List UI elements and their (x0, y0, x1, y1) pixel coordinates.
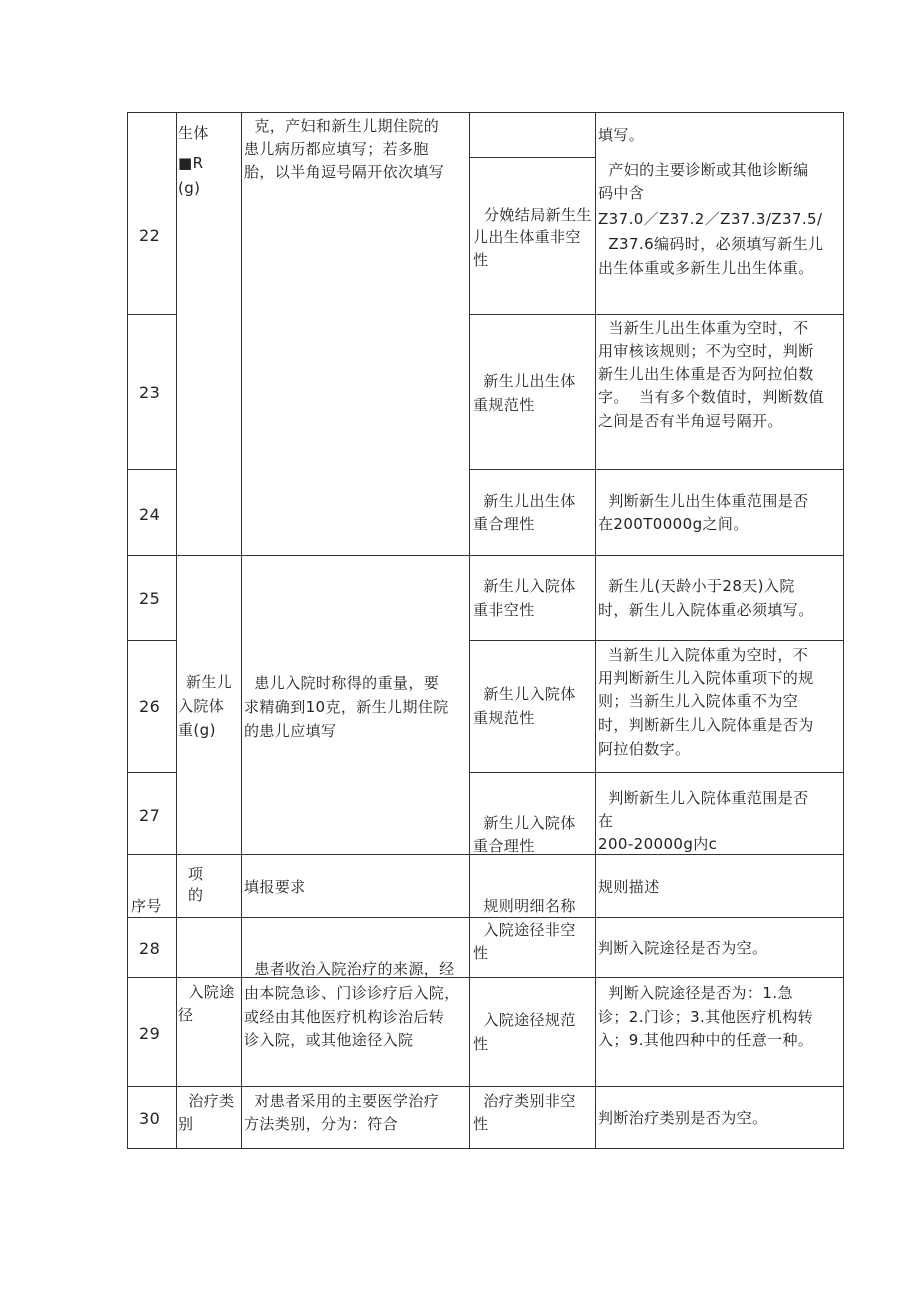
row-divider (469, 469, 843, 470)
rule-desc-line: 入；9.其他四种中的任意一种。 (598, 1031, 814, 1049)
rule-name-line: 新生儿入院体 (473, 577, 576, 595)
rule-desc-line: 用审核该规则；不为空时，判断 (598, 342, 814, 360)
rule-desc-line: 之间是否有半角逗号隔开。 (598, 412, 783, 430)
rule-name-line: 治疗类别非空 (473, 1092, 576, 1110)
item-name-line: 新生儿 (186, 673, 233, 691)
row-number: 30 (139, 1109, 161, 1128)
row-divider (128, 314, 176, 315)
row-divider (469, 314, 843, 315)
row-divider (128, 555, 843, 556)
row-divider (128, 1086, 843, 1087)
row-number: 24 (139, 505, 161, 524)
header-requirement: 填报要求 (244, 878, 306, 896)
requirement-line: 求精确到10克，新生儿期住院 (244, 698, 449, 716)
row-divider (469, 977, 843, 978)
header-item-line: 项 (188, 865, 204, 883)
row-divider (128, 977, 176, 978)
item-name-line: (g) (178, 179, 201, 197)
row-number: 23 (139, 383, 161, 402)
rule-name-line: 性 (473, 251, 489, 269)
rule-desc-line: 在200T0000g之间。 (598, 515, 749, 533)
rule-name-line: 儿出生体重非空 (473, 228, 581, 246)
row-divider (128, 772, 176, 773)
col-divider (241, 113, 242, 1148)
header-number: 序号 (131, 897, 162, 915)
rule-desc-line: 字。 当有多个数值时，判断数值 (598, 388, 824, 406)
requirement-line: 患儿病历都应填写；若多胞 (244, 140, 429, 158)
rule-name-line: 性 (473, 1115, 489, 1133)
rule-desc-line: Z37.0／Z37.2／Z37.3/Z37.5/ (598, 210, 823, 228)
row-number: 25 (139, 589, 161, 608)
rule-desc: 判断入院途径是否为空。 (598, 939, 768, 957)
row-divider (469, 640, 843, 641)
rule-name-line: 入院途径非空 (473, 921, 576, 939)
rule-name-line: 分娩结局新生生 (484, 206, 592, 224)
item-name-line: ■R (178, 154, 204, 172)
item-name-line: 入院体 (178, 697, 225, 715)
rule-name-line: 重合理性 (473, 515, 535, 533)
rule-name-line: 新生儿出生体 (473, 372, 576, 390)
row-divider (128, 469, 176, 470)
rule-desc-line: 则；当新生儿入院体重不为空 (598, 692, 799, 710)
item-name-line: 治疗类 (178, 1092, 235, 1110)
rule-desc-line: 在 (598, 812, 614, 830)
rule-desc-line: 产妇的主要诊断或其他诊断编 (598, 161, 809, 179)
requirement-line: 方法类别，分为：符合 (244, 1115, 399, 1133)
rule-name-line: 重规范性 (473, 396, 535, 414)
item-name-line: 别 (178, 1115, 194, 1133)
requirement-line: 的患儿应填写 (244, 722, 337, 740)
requirement-line: 患儿入院时称得的重量，要 (244, 674, 440, 692)
requirement-line: 克，产妇和新生儿期住院的 (244, 117, 440, 135)
rule-name-line: 重非空性 (473, 601, 535, 619)
rule-name-line: 新生儿入院体 (473, 685, 576, 703)
rule-desc: 判断治疗类别是否为空。 (598, 1109, 768, 1127)
rule-desc-line: 判断新生儿入院体重范围是否 (598, 789, 809, 807)
requirement-line: 患者收治入院治疗的来源，经 (244, 960, 455, 978)
rule-desc-line: 判断新生儿出生体重范围是否 (598, 492, 809, 510)
col-divider (469, 113, 470, 1148)
rule-desc-line: Z37.6编码时，必须填写新生儿 (598, 235, 824, 253)
rule-desc-line: 新生儿(天龄小于28天)入院 (598, 577, 795, 595)
rule-name-line: 入院途径规范 (473, 1011, 576, 1029)
rule-desc: 填写。 (598, 126, 645, 144)
col-divider (176, 113, 177, 1148)
header-rule-desc: 规则描述 (598, 878, 660, 896)
item-name-line: 生体 (178, 124, 209, 142)
row-number: 22 (139, 226, 161, 245)
rule-desc-line: 时，判断新生儿入院体重是否为 (598, 716, 814, 734)
row-divider (469, 157, 595, 158)
rule-name-line: 重规范性 (473, 709, 535, 727)
header-item-line: 的 (188, 886, 204, 904)
item-name-line: 入院途 (178, 983, 235, 1001)
row-number: 27 (139, 806, 161, 825)
requirement-line: 诊入院，或其他途径入院 (244, 1031, 414, 1049)
rule-desc-line: 阿拉伯数字。 (598, 740, 691, 758)
rule-name-line: 新生儿出生体 (473, 492, 576, 510)
item-name-line: 径 (178, 1006, 194, 1024)
rule-desc-line: 时，新生儿入院体重必须填写。 (598, 601, 814, 619)
rule-desc-line: 码中含 (598, 184, 645, 202)
rule-desc-line: 新生儿出生体重是否为阿拉伯数 (598, 365, 814, 383)
rule-name-line: 重合理性 (473, 837, 535, 855)
col-divider (595, 113, 596, 1148)
rule-desc-line: 当新生儿入院体重为空时，不 (608, 646, 809, 664)
row-divider (469, 772, 843, 773)
requirement-line: 或经由其他医疗机构诊治后转 (244, 1008, 445, 1026)
header-rule-name: 规则明细名称 (473, 897, 576, 915)
rules-table (127, 112, 844, 1149)
rule-name-line: 性 (473, 1035, 489, 1053)
row-number: 28 (139, 939, 161, 958)
rule-desc-line: 200-20000g内c (598, 835, 718, 853)
rule-name-line: 性 (473, 944, 489, 962)
rule-desc-line: 当新生儿出生体重为空时，不 (598, 319, 809, 337)
row-number: 29 (139, 1024, 161, 1043)
requirement-line: 由本院急诊、门诊诊疗后入院， (244, 984, 460, 1002)
rule-name-line: 新生儿入院体 (473, 814, 576, 832)
requirement-line: 对患者采用的主要医学治疗 (244, 1092, 440, 1110)
rule-desc-line: 用判断新生儿入院体重项下的规 (598, 669, 814, 687)
row-divider (128, 640, 176, 641)
item-name-line: 重(g) (178, 721, 216, 739)
rule-desc-line: 诊；2.门诊；3.其他医疗机构转 (598, 1008, 814, 1026)
requirement-line: 胎，以半角逗号隔开依次填写 (244, 163, 445, 181)
rule-desc-line: 判断入院途径是否为：1.急 (598, 984, 793, 1002)
rule-desc-line: 出生体重或多新生儿出生体重。 (598, 259, 814, 277)
row-number: 26 (139, 697, 161, 716)
